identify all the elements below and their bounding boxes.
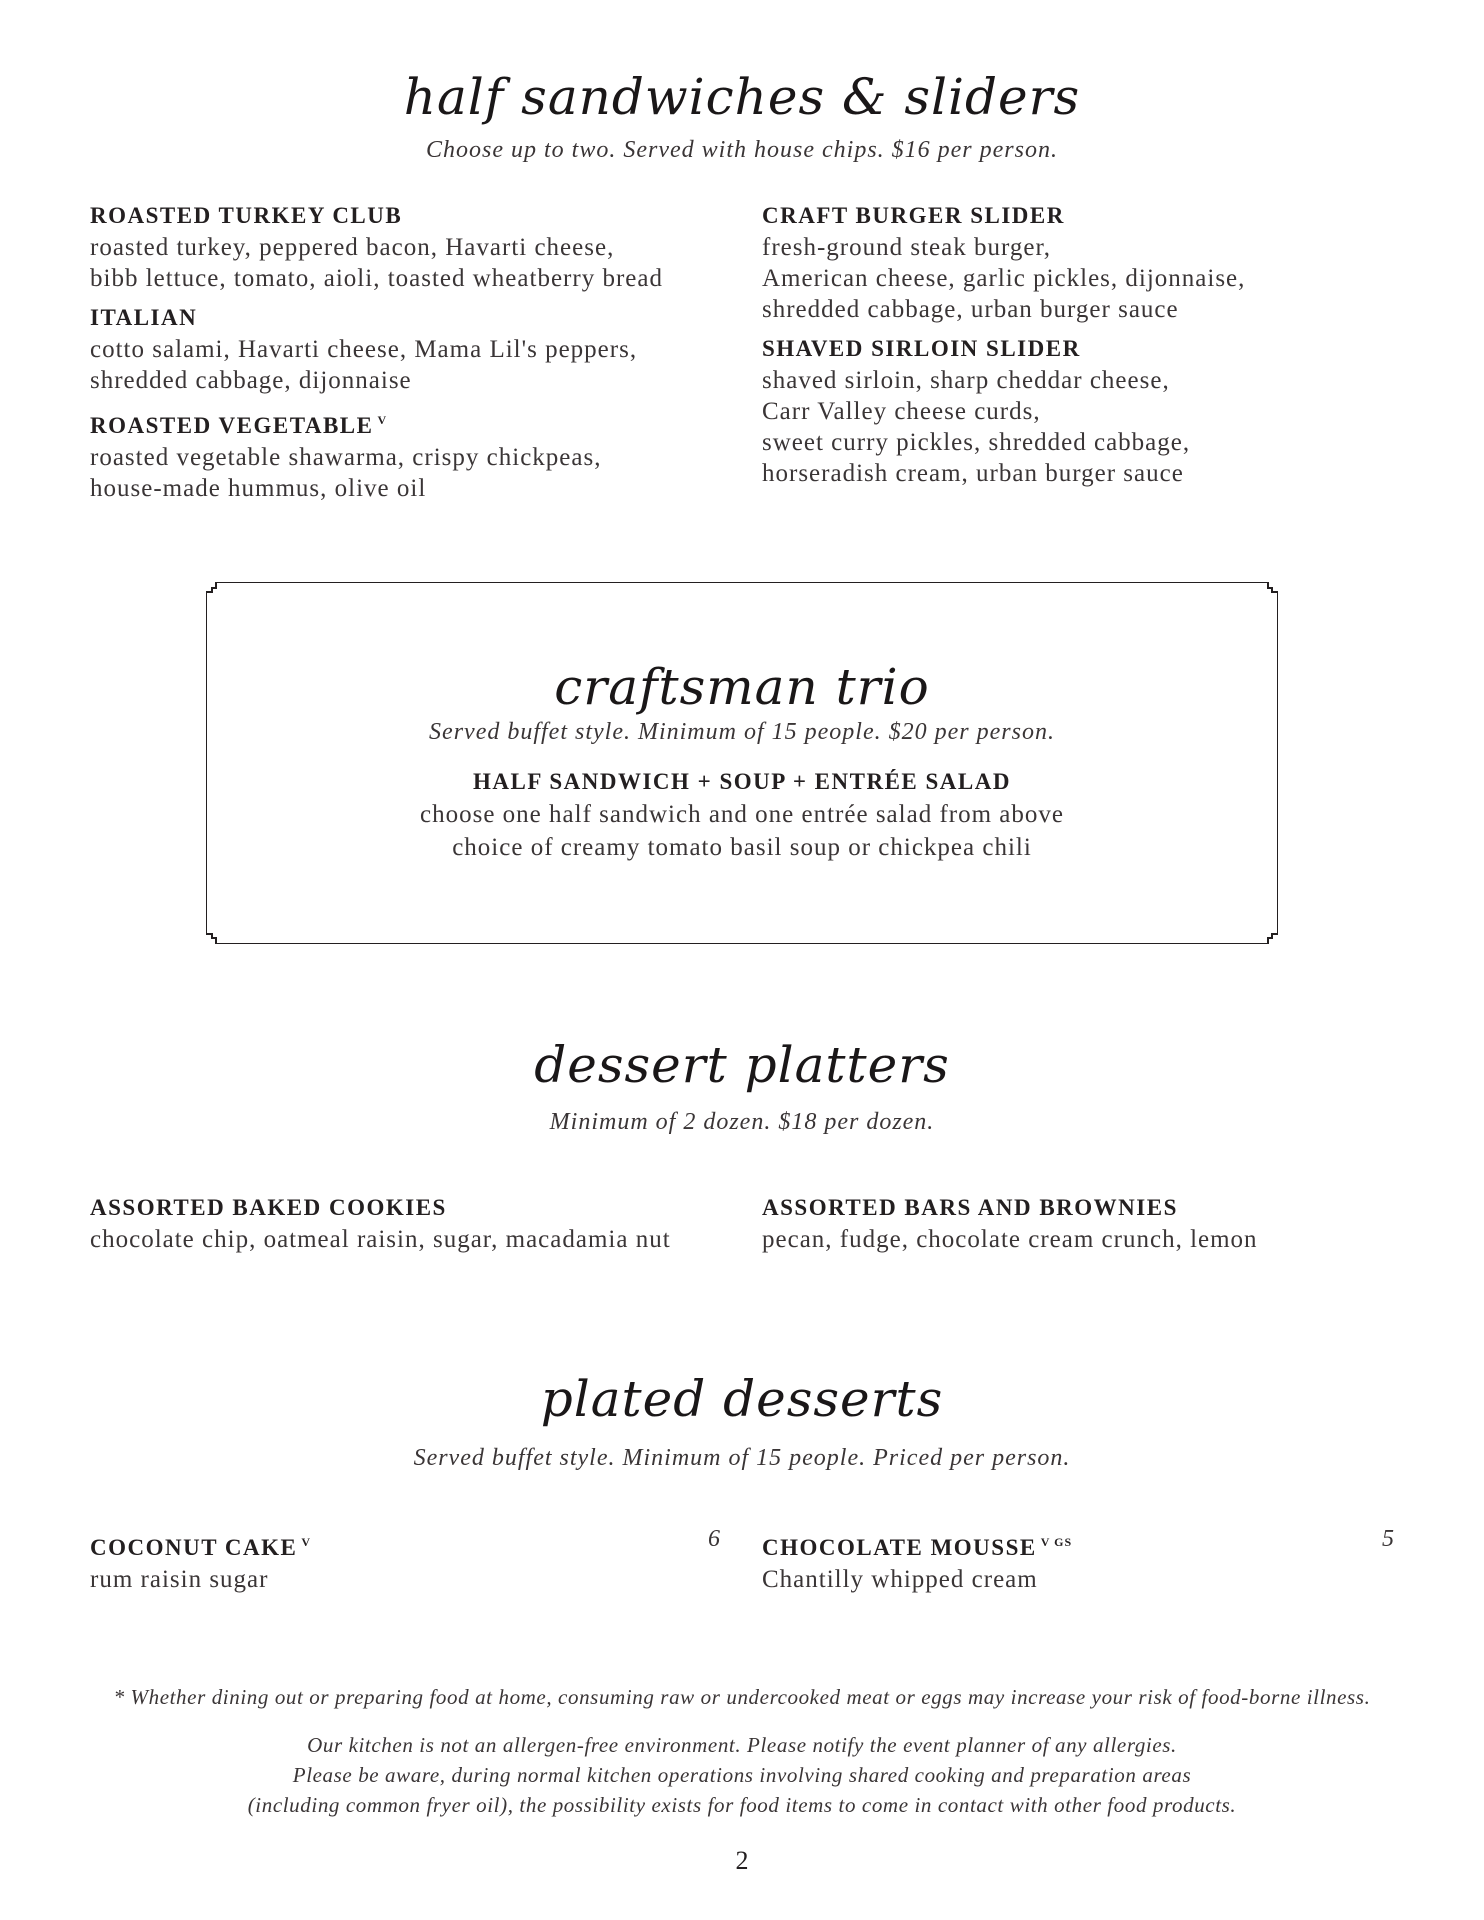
menu-item	[762, 333, 1422, 489]
item-name: COCONUT CAKE	[90, 1535, 298, 1560]
item-description: cotto salami, Havarti cheese, Mama Lil's peppers, shredded cabbage, dijonnaise	[90, 336, 638, 394]
menu-item	[90, 302, 750, 396]
section-title-trio: craftsman trio	[554, 658, 930, 716]
item-description: chocolate chip, oatmeal raisin, sugar, macadamia nut	[90, 1226, 671, 1253]
sandwiches-left-column	[90, 200, 750, 512]
item-name: ASSORTED BARS AND BROWNIES	[762, 1195, 1178, 1220]
item-name: ASSORTED BAKED COOKIES	[90, 1195, 447, 1220]
trio-item-description: choose one half sandwich and one entrée salad from above choice of creamy tomato basil soup or chickpea chili	[420, 801, 1064, 861]
section-subtitle-plated-desserts: Served buffet style. Minimum of 15 people. Priced per person.	[413, 1445, 1071, 1471]
item-name: ROASTED VEGETABLE	[90, 413, 374, 438]
vegetarian-mark: V	[377, 413, 388, 427]
sandwiches-right-column	[762, 200, 1422, 497]
decorative-frame	[206, 582, 1278, 944]
item-description: Chantilly whipped cream	[762, 1566, 1038, 1593]
item-description: roasted vegetable shawarma, crispy chickpeas, house-made hummus, olive oil	[90, 444, 602, 502]
item-price: 5	[1382, 1526, 1394, 1552]
trio-frame	[206, 582, 1278, 944]
item-description: rum raisin sugar	[90, 1566, 269, 1593]
dessert-platters-left	[90, 1192, 750, 1255]
item-description: fresh-ground steak burger, American cheese, garlic pickles, dijonnaise, shredded cabbage, urban burger sauce	[762, 234, 1246, 323]
vegetarian-mark: V	[301, 1535, 312, 1549]
item-name: CRAFT BURGER SLIDER	[762, 203, 1065, 228]
menu-item	[90, 404, 750, 504]
section-title-sandwiches: half sandwiches & sliders	[403, 68, 1081, 126]
item-name: CHOCOLATE MOUSSE	[762, 1535, 1037, 1560]
section-title-plated-desserts: plated desserts	[540, 1370, 944, 1428]
item-name: ROASTED TURKEY CLUB	[90, 203, 403, 228]
section-subtitle-sandwiches: Choose up to two. Served with house chips. $16 per person.	[426, 137, 1058, 163]
item-price: 6	[708, 1526, 720, 1552]
item-description: pecan, fudge, chocolate cream crunch, lemon	[762, 1226, 1258, 1253]
allergen-notice: Our kitchen is not an allergen-free environment. Please notify the event planner of any allergies. Please be aware, during normal kitchen operations involving shared cooking and preparation areas (including common fryer oil), the possibility exists for food items to come in contact with other food products.	[247, 1733, 1237, 1817]
menu-item	[90, 200, 750, 294]
dietary-marks: V GS	[1040, 1535, 1073, 1549]
item-name: SHAVED SIRLOIN SLIDER	[762, 336, 1081, 361]
menu-item	[762, 200, 1422, 325]
dessert-platters-right	[762, 1192, 1422, 1255]
section-subtitle-dessert-platters: Minimum of 2 dozen. $18 per dozen.	[549, 1109, 935, 1135]
section-subtitle-trio: Served buffet style. Minimum of 15 people. $20 per person.	[429, 719, 1055, 745]
plated-dessert-left	[90, 1526, 720, 1595]
section-title-dessert-platters: dessert platters	[534, 1036, 950, 1094]
trio-item-name: HALF SANDWICH + SOUP + ENTRÉE SALAD	[473, 769, 1011, 794]
item-description: roasted turkey, peppered bacon, Havarti cheese, bibb lettuce, tomato, aioli, toasted wheatberry bread	[90, 234, 663, 292]
food-safety-warning: * Whether dining out or preparing food at home, consuming raw or undercooked meat or eggs may increase your risk of food-borne illness.	[113, 1685, 1371, 1709]
item-name: ITALIAN	[90, 305, 198, 330]
plated-dessert-right	[762, 1526, 1394, 1595]
item-description: shaved sirloin, sharp cheddar cheese, Carr Valley cheese curds, sweet curry pickles, shredded cabbage, horseradish cream, urban burger sauce	[762, 367, 1191, 487]
page-number: 2	[735, 1846, 749, 1875]
